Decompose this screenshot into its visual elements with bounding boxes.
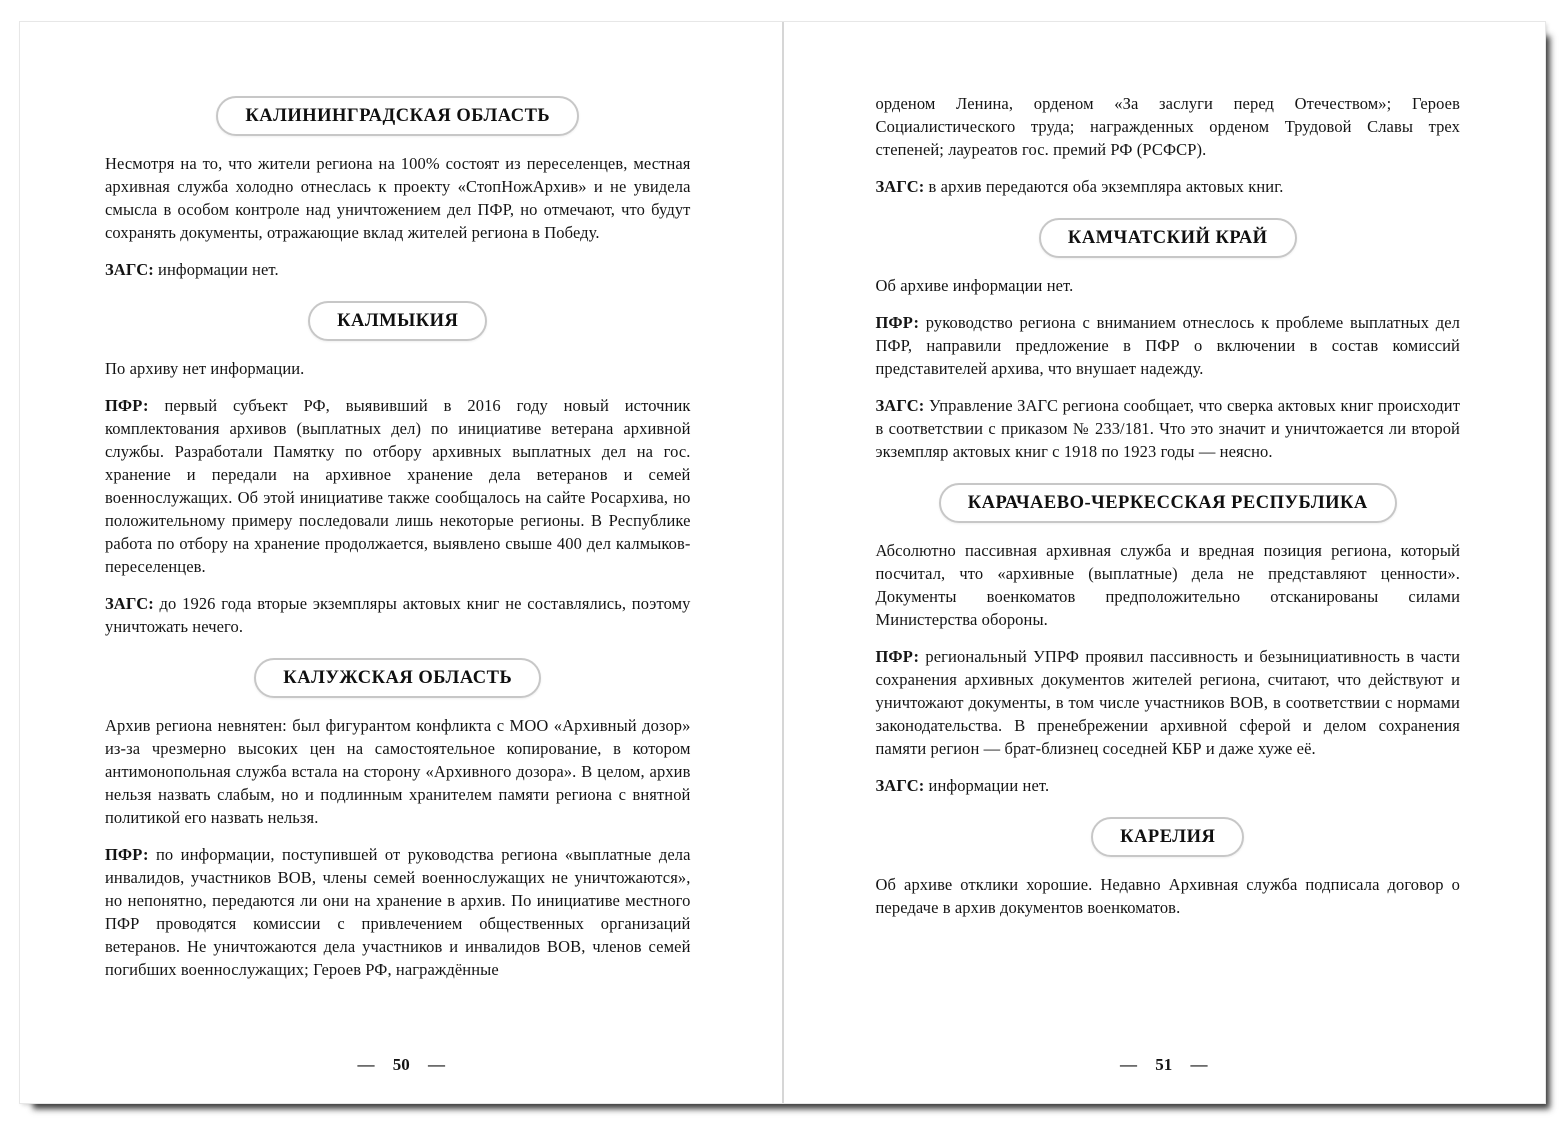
section-heading: КАЛМЫКИЯ xyxy=(308,301,487,341)
page-number-right-label: — 51 — xyxy=(1120,1055,1208,1074)
labeled-paragraph: ЗАГС: информации нет. xyxy=(105,260,279,279)
section-heading: КАЛИНИНГРАДСКАЯ ОБЛАСТЬ xyxy=(216,96,579,136)
paragraph-label: ПФР: xyxy=(105,845,156,864)
section-heading-row xyxy=(105,301,691,341)
labeled-paragraph: ПФР: руководство региона с вниманием отнеслось к проблеме выплатных дел ПФР, направили предложение в ПФР о включении в состав комиссий представителей архива, что внушает надежду. xyxy=(875,313,1460,378)
paragraph: По архиву нет информации. xyxy=(105,359,305,378)
labeled-paragraph: ЗАГС: информации нет. xyxy=(875,776,1050,795)
paragraph-label: ЗАГС: xyxy=(875,396,929,415)
paragraph-label: ПФР: xyxy=(105,396,165,415)
paragraph-label: ПФР: xyxy=(875,313,926,332)
labeled-paragraph: ЗАГС: Управление ЗАГС региона сообщает, что сверка актовых книг происходит в соответствии с приказом № 233/181. Что это значит и уничтожается ли второй экземпляр актовых книг с 1918 по 1923 годы — неясно. xyxy=(875,396,1460,461)
book-spread xyxy=(20,22,1545,1103)
page-left-content xyxy=(105,96,691,981)
page-right-content xyxy=(876,92,1461,919)
labeled-paragraph: ЗАГС: в архив передаются оба экземпляра актовых книг. xyxy=(875,177,1284,196)
paragraph: Архив региона невнятен: был фигурантом конфликта с МОО «Архивный дозор» из-за чрезмерно высоких цен на самостоятельное копирование, в котором антимонопольная служба встала на сторону «Архивного дозора». В целом, архив нельзя назвать слабым, но и подлинным хранителем памяти региона с внятной политикой его назвать нельзя. xyxy=(105,716,691,827)
labeled-paragraph: ПФР: по информации, поступившей от руководства региона «выплатные дела инвалидов, участников ВОВ, члены семей военнослужащих не уничтожаются», но непонятно, передаются ли они на хранение в архив. По инициативе местного ПФР проводятся комиссии с привлечением общественных организаций ветеранов. Не уничтожаются дела участников и инвалидов ВОВ, членов семей погибших военнослужащих; Героев РФ, награждённые xyxy=(105,845,691,979)
section-heading: КАЛУЖСКАЯ ОБЛАСТЬ xyxy=(254,658,541,698)
labeled-paragraph: ЗАГС: до 1926 года вторые экземпляры актовых книг не составлялись, поэтому уничтожать нечего. xyxy=(105,594,691,636)
paragraph-label: ЗАГС: xyxy=(105,594,160,613)
paragraph: орденом Ленина, орденом «За заслуги перед Отечеством»; Героев Социалистического труда; награжденных орденом Трудовой Славы трех степеней; лауреатов гос. премий РФ (РСФСР). xyxy=(875,94,1460,159)
paragraph: Об архиве информации нет. xyxy=(875,276,1074,295)
paragraph-label: ЗАГС: xyxy=(875,776,929,795)
page-number-left xyxy=(20,1055,783,1075)
section-heading-row xyxy=(105,96,691,136)
page-right xyxy=(783,22,1546,1103)
page-number-left-label: — 50 — xyxy=(357,1055,445,1074)
section-heading: КАМЧАТСКИЙ КРАЙ xyxy=(1039,218,1297,258)
page-number-right xyxy=(783,1055,1546,1075)
paragraph-label: ЗАГС: xyxy=(105,260,159,279)
paragraph: Об архиве отклики хорошие. Недавно Архивная служба подписала договор о передаче в архив документов военкоматов. xyxy=(875,875,1460,917)
section-heading-row xyxy=(876,817,1461,857)
section-heading: КАРЕЛИЯ xyxy=(1091,817,1244,857)
page-left xyxy=(20,22,783,1103)
labeled-paragraph: ПФР: региональный УПРФ проявил пассивность и безынициативность в части сохранения архивных документов жителей региона, считают, что действуют и уничтожают документы, в том числе участников ВОВ, в соответствии с нормами законодательства. В пренебрежении архивной сферой и делом сохранения памяти регион — брат-близнец соседней КБР и даже хуже её. xyxy=(875,647,1460,758)
section-heading-row xyxy=(105,658,691,698)
paragraph-label: ЗАГС: xyxy=(875,177,929,196)
section-heading-row xyxy=(876,483,1461,523)
paragraph-label: ПФР: xyxy=(875,647,926,666)
paragraph: Абсолютно пассивная архивная служба и вредная позиция региона, который посчитал, что «архивные (выплатные) дела не представляют ценности». Документы военкоматов предположительно отсканированы силами Министерства обороны. xyxy=(875,541,1460,629)
section-heading-row xyxy=(876,218,1461,258)
section-heading: КАРАЧАЕВО-ЧЕРКЕССКАЯ РЕСПУБЛИКА xyxy=(939,483,1397,523)
labeled-paragraph: ПФР: первый субъект РФ, выявивший в 2016 году новый источник комплектования архивов (выплатных дел) по инициативе ветерана архивной службы. Разработали Памятку по отбору архивных выплатных дел на гос. хранение и передали на архивное хранение дела ветеранов и семей военнослужащих. Об этой инициативе также сообщалось на сайте Росархива, но положительному примеру последовали лишь некоторые регионы. В Республике работа по отбору на хранение продолжается, выявлено свыше 400 дел калмыков-переселенцев. xyxy=(105,396,691,576)
paragraph: Несмотря на то, что жители региона на 100% состоят из переселенцев, местная архивная служба холодно отнеслась к проекту «СтопНожАрхив» и не увидела смысла в особом контроле над уничтожением дел ПФР, но отмечают, что будут сохранять документы, отражающие вклад жителей региона в Победу. xyxy=(105,154,691,242)
